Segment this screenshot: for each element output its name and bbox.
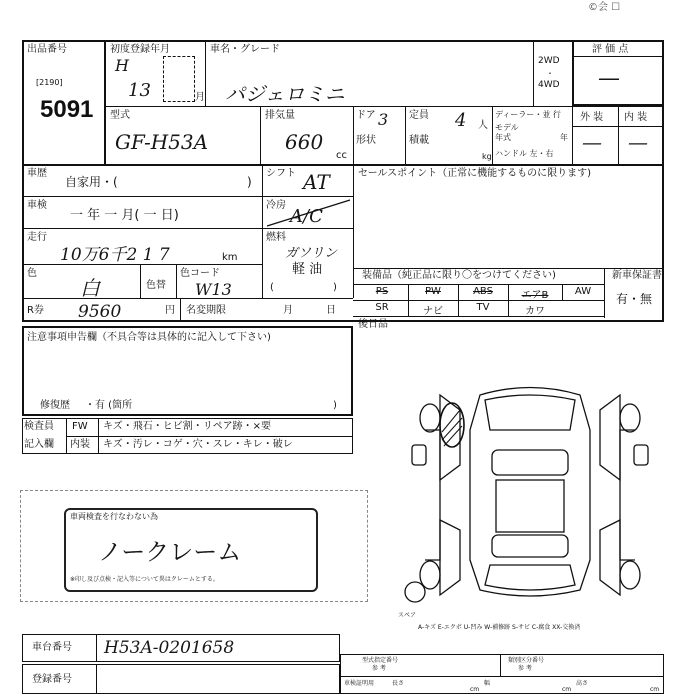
displacement-value: 660 <box>285 130 324 154</box>
score-label: 評 価 点 <box>592 44 629 55</box>
fuel-paren-l: ( <box>270 282 274 293</box>
registration-month-box <box>163 56 195 102</box>
repair-close: ) <box>333 400 337 411</box>
stamp-main: ノークレーム <box>98 538 242 566</box>
mileage-value: 10万6千2 1 7 <box>60 245 170 265</box>
chassis-value: H53A-0201658 <box>104 638 235 658</box>
dealer-l4: 年 <box>560 133 568 142</box>
history-label: 車歴 <box>27 168 47 179</box>
recycle-label: 新車保証書 <box>612 270 662 281</box>
reg-label: 登録番号 <box>32 674 72 685</box>
inspector-fw: FW <box>72 421 88 432</box>
spare-label: スペア <box>398 612 417 619</box>
inspector-fw-items: キズ・飛石・ヒビ割・リペア跡・×要 <box>103 421 271 432</box>
header-corner: ©会 ☐ <box>588 2 621 13</box>
load-unit: kg <box>482 152 492 161</box>
equip-ps: PS <box>375 286 389 297</box>
model-cert-sub: 参 考 <box>372 665 386 672</box>
equip-navi: ナビ <box>423 306 443 317</box>
color-code-label: 色コード <box>180 268 220 279</box>
equip-leather: カワ <box>525 306 545 317</box>
equip-sr: SR <box>375 302 389 313</box>
color-value: 白 <box>80 276 100 300</box>
lot-sub: [2190] <box>36 78 63 87</box>
equip-aw: AW <box>574 286 592 297</box>
fuel-paren-r: ) <box>333 282 337 293</box>
ac-strike <box>262 196 353 228</box>
chassis-label: 車台番号 <box>32 642 72 653</box>
repair-label: 修復歴 <box>40 400 70 411</box>
ticket-unit: 円 <box>165 305 175 316</box>
ticket-label: R券 <box>27 305 44 316</box>
car-diagram <box>400 370 660 610</box>
score-value: — <box>598 66 620 91</box>
recycle-value: 有・無 <box>616 292 653 306</box>
name-change-day: 日 <box>326 305 336 316</box>
int-label: 内 装 <box>624 112 648 123</box>
equip-airbag: エアB <box>521 290 549 301</box>
inspection-value: 一 年 一 月( 一 日) <box>70 208 179 223</box>
model-label: 型式 <box>110 110 130 121</box>
vin-width: 幅 <box>484 680 491 687</box>
stamp-top: 車両検査を行なわない為 <box>70 512 158 521</box>
doors-label: ドア <box>356 110 376 121</box>
load-label: 積載 <box>409 135 429 146</box>
inspector-naiso: 内装 <box>70 439 90 450</box>
ac-label: 冷房 <box>266 200 286 211</box>
ext-value: — <box>582 130 602 154</box>
ticket-value: 9560 <box>78 302 122 322</box>
car-name: パジェロミニ <box>225 82 345 106</box>
vin-length: 長さ <box>392 680 405 687</box>
color-label: 色 <box>27 268 37 279</box>
model-value: GF-H53A <box>115 130 209 154</box>
vin-height: 高さ <box>576 680 589 687</box>
lot-label: 出品番号 <box>27 44 67 55</box>
registration-year: 13 <box>128 80 151 101</box>
ext-label: 外 装 <box>580 112 604 123</box>
capacity-value: 4 <box>455 110 467 131</box>
color-swatch-label: 色替 <box>146 280 166 291</box>
damage-legend: A-キズ E-エクボ U-凹み W-補修跡 S-サビ C-腐食 XX-交換済 <box>418 624 581 631</box>
name-change-label: 名変期限 <box>186 305 226 316</box>
fuel-label: 燃料 <box>266 232 286 243</box>
notes-label: 注意事項申告欄（不具合等は具体的に記入して下さい) <box>27 332 271 343</box>
color-code-value: W13 <box>195 280 232 299</box>
lot-number: 5091 <box>40 96 94 123</box>
equipment-label: 装備品（純正品に限り〇をつけてください) <box>362 270 556 281</box>
displacement-label: 排気量 <box>265 110 295 121</box>
history-value: 自家用・( <box>65 175 118 189</box>
mileage-unit: km <box>222 252 238 263</box>
vin-cm-2: cm <box>562 686 572 693</box>
class-cert-label: 類別区分番号 <box>508 657 545 664</box>
inspector-l2: 記入欄 <box>24 439 54 450</box>
vin-cm-3: cm <box>650 686 660 693</box>
doors-value: 3 <box>378 110 389 129</box>
repair-value: ・有 (箇所 <box>85 400 133 411</box>
registration-era: H <box>115 56 129 75</box>
fuel-v2: 軽 油 <box>292 262 323 277</box>
history-close: ) <box>247 175 252 189</box>
stamp-bottom: ※印し及び点検・記入等について異はクレームとする。 <box>70 576 219 583</box>
vin-dims-label: 車検証明用 <box>344 680 375 687</box>
equip-abs: ABS <box>473 286 493 297</box>
fuel-v1: ガソリン <box>285 246 338 261</box>
sales-point-label: セールスポイント（正常に機能するものに限ります) <box>358 168 592 179</box>
shift-label: シフト <box>266 168 296 179</box>
displacement-unit: cc <box>336 150 347 161</box>
inspector-l1: 検査員 <box>24 421 54 432</box>
capacity-unit: 人 <box>478 120 488 131</box>
ac-value: A/C <box>290 206 323 227</box>
inspection-label: 車検 <box>27 200 47 211</box>
dealer-l3: 年式 <box>495 133 511 142</box>
drive-opt1: 2WD <box>538 56 560 66</box>
vin-cm-1: cm <box>470 686 480 693</box>
equip-tv: TV <box>476 302 490 313</box>
dealer-l5: ハンドル 左・右 <box>495 149 554 158</box>
car-label: 車名・グレード <box>210 44 280 55</box>
class-cert-sub: 参 考 <box>518 665 532 672</box>
drive-opt2: 4WD <box>538 80 560 90</box>
drive-dot: ・ <box>546 69 554 78</box>
dealer-l1: ディーラー・並 行 <box>495 110 561 119</box>
mileage-label: 走行 <box>27 232 47 243</box>
equip-pw: PW <box>425 286 441 297</box>
capacity-label: 定員 <box>409 110 429 121</box>
later-label: 後日品 <box>358 319 388 330</box>
dealer-l2: モデル <box>495 123 519 132</box>
int-value: — <box>628 130 648 154</box>
name-change-month: 月 <box>283 305 293 316</box>
registration-label: 初度登録年月 <box>110 44 170 55</box>
inspector-in-items: キズ・汚レ・コゲ・穴・スレ・キレ・破レ <box>103 439 293 450</box>
shift-value: AT <box>303 170 330 194</box>
registration-month-unit: 月 <box>195 92 205 103</box>
model-cert-label: 型式指定番号 <box>362 657 399 664</box>
shape-label: 形状 <box>356 135 376 146</box>
